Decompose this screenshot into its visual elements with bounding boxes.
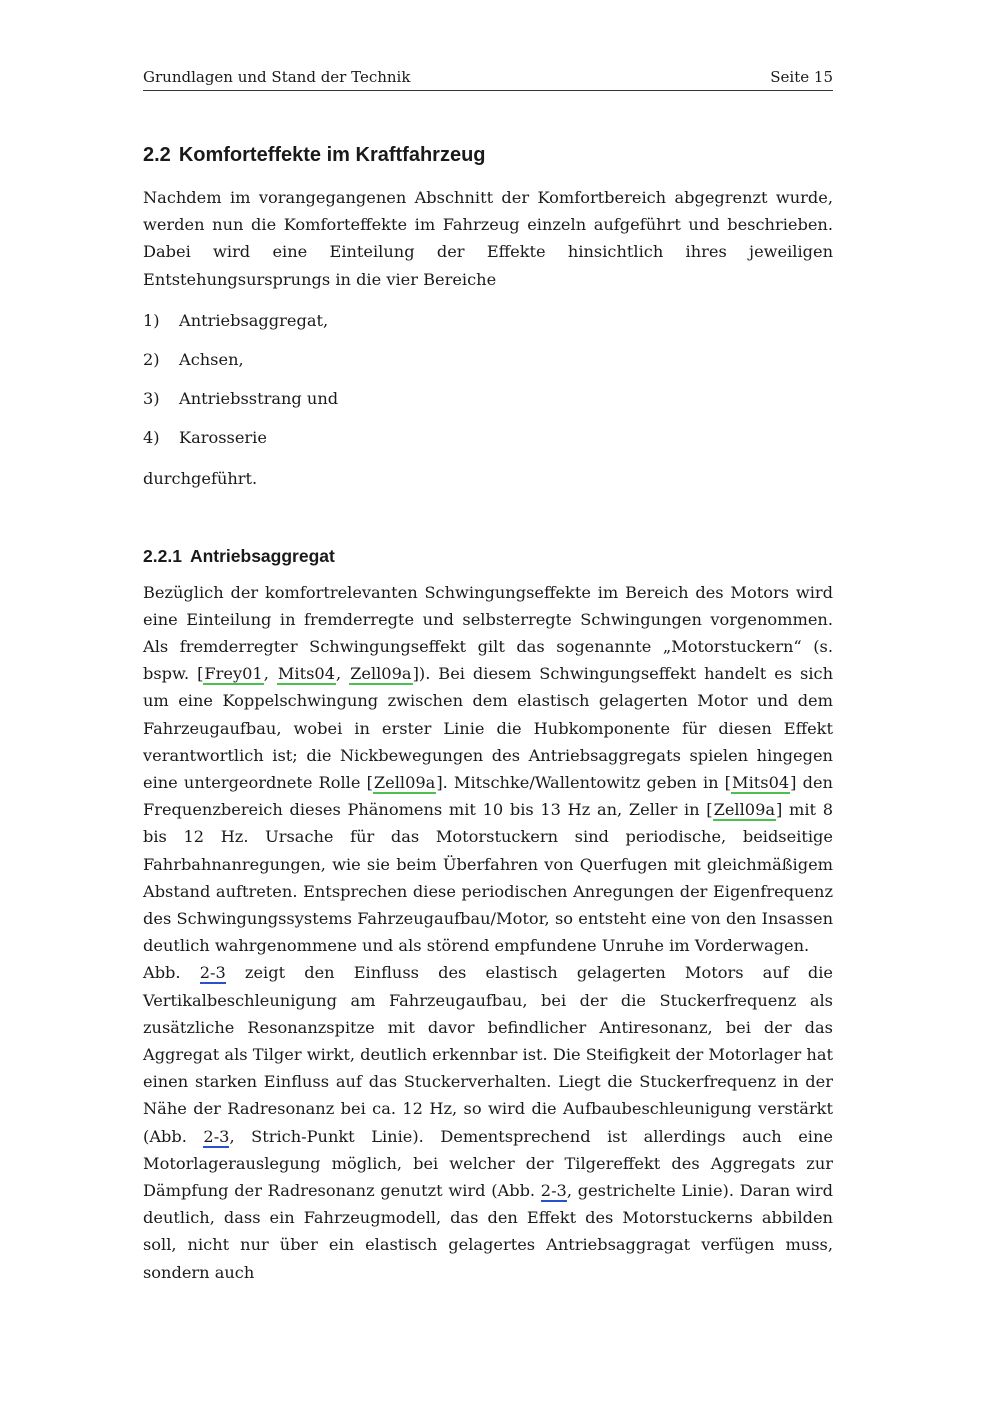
- list-item: [143, 346, 833, 373]
- paragraph-text: zeigt den Einfluss des elastisch gelagerten Motors auf die Vertikalbeschleunigung am Fahrzeugaufbau, bei der die Stuckerfrequenz als zusätzliche Resonanzspitze mit davor befindlicher Antiresonanz, bei der das Aggregat als Tilger wirkt, deutlich erkennbar ist. Die Steifigkeit der Motorlager hat einen starken Einfluss auf das Stuckerverhalten. Liegt die Stuckerfrequenz in der Nähe der Radresonanz bei ca. 12 Hz, so wird die Aufbaubeschleunigung verstärkt (Abb.: [143, 963, 833, 1146]
- list-item-number: 1): [143, 310, 160, 330]
- list-item-text: Karosserie: [179, 428, 267, 448]
- paragraph-text: Bezüglich der komfortrelevanten Schwingungseffekte im Bereich des Motors wird eine Einteilung in fremderregte und selbsterregte Schwingungen vorgenommen. Als fremderregter Schwingungseffekt gilt das sogenannte „Motorstuckern“ (s. bspw. [: [143, 582, 833, 684]
- header-chapter-title: Grundlagen und Stand der Technik: [143, 68, 411, 86]
- section-intro-paragraph: Nachdem im vorangegangenen Abschnitt der Komfortbereich abgegrenzt wurde, werden nun die Komforteffekte im Fahrzeug einzeln aufgeführt und beschrieben. Dabei wird eine Einteilung der Effekte hinsichtlich ihres jeweiligen Entstehungsursprungs in die vier Bereiche: [143, 188, 833, 289]
- citation-link[interactable]: Zell09a: [350, 664, 412, 684]
- area-list: [143, 307, 833, 452]
- paragraph-text: ]. Mitschke/Wallentowitz geben in [: [436, 773, 731, 792]
- citation-link[interactable]: Zell09a: [713, 800, 776, 820]
- figure-reference-link[interactable]: 2-3: [203, 1126, 230, 1146]
- paragraph-text: ,: [336, 664, 350, 684]
- list-item: [143, 385, 833, 412]
- header-page-number: Seite 15: [770, 68, 833, 86]
- paragraph-text: , gestrichelte Linie). Daran wird deutlich, dass ein Fahrzeugmodell, das den Effekt des Motorstuckerns abbilden soll, nicht nur über ein elastisch gelagertes Antriebsaggragat verfügen muss, sondern auch: [143, 1181, 833, 1282]
- paragraph-text: ] den Frequenzbereich dieses Phänomens mit 10 bis 13 Hz an, Zeller in [: [143, 773, 833, 820]
- citation-link[interactable]: Zell09a: [373, 773, 436, 792]
- citation-link[interactable]: Mits04: [277, 664, 335, 684]
- list-item: [143, 424, 833, 451]
- list-item-text: Achsen,: [179, 350, 244, 369]
- paragraph-text: , Strich-Punkt Linie). Dementsprechend ist allerdings auch eine Motorlagerauslegung möglich, bei welcher der Tilgereffekt des Aggregats zur Dämpfung der Radresonanz genutzt wird (Abb.: [143, 1126, 833, 1201]
- subsection-heading: [143, 543, 833, 569]
- list-item-text: Antriebsaggregat,: [179, 310, 329, 330]
- citation-link[interactable]: Mits04: [732, 773, 790, 792]
- citation-link[interactable]: Frey01: [204, 664, 263, 684]
- list-item: [143, 307, 833, 334]
- running-header: [143, 66, 833, 91]
- list-item-number: 4): [143, 428, 160, 448]
- body-paragraph-2: [143, 959, 833, 1285]
- paragraph-text: ] mit 8 bis 12 Hz. Ursache für das Motorstuckern sind periodische, beidseitige Fahrbahnanregungen, wie sie beim Überfahren von Querfugen mit gleichmäßigem Abstand auftreten. Entsprechen diese periodischen Anregungen der Eigenfrequenz des Schwingungssystems Fahrzeugaufbau/Motor, so entsteht eine von den Insassen deutlich wahrgenommene und als störend empfundene Unruhe im Vorderwagen.: [143, 800, 834, 956]
- after-list-text: durchgeführt.: [143, 469, 258, 489]
- subsection-number: 2.2.1: [143, 545, 182, 566]
- section-heading: [143, 140, 833, 170]
- section-title: Komforteffekte im Kraftfahrzeug: [178, 144, 486, 166]
- paragraph-text: ]). Bei diesem Schwingungseffekt handelt es sich um eine Koppelschwingung zwischen dem elastisch gelagerten Motor und dem Fahrzeugaufbau, wobei in erster Linie die Hubkomponente für diesen Effekt verantwortlich ist; die Nickbewegungen des Antriebsaggregats spielen hingegen eine untergeordnete Rolle [: [143, 664, 834, 792]
- list-item-number: 3): [143, 389, 160, 409]
- subsection-title: Antriebsaggregat: [189, 545, 335, 566]
- page-body: [143, 140, 833, 1286]
- paragraph-text: Abb.: [143, 963, 200, 983]
- body-paragraph-1: [143, 579, 833, 960]
- section-number: 2.2: [143, 144, 171, 166]
- figure-reference-link[interactable]: 2-3: [199, 963, 226, 983]
- paragraph-text: ,: [263, 664, 277, 684]
- list-item-number: 2): [143, 350, 160, 369]
- figure-reference-link[interactable]: 2-3: [540, 1181, 567, 1201]
- list-item-text: Antriebsstrang und: [179, 389, 339, 409]
